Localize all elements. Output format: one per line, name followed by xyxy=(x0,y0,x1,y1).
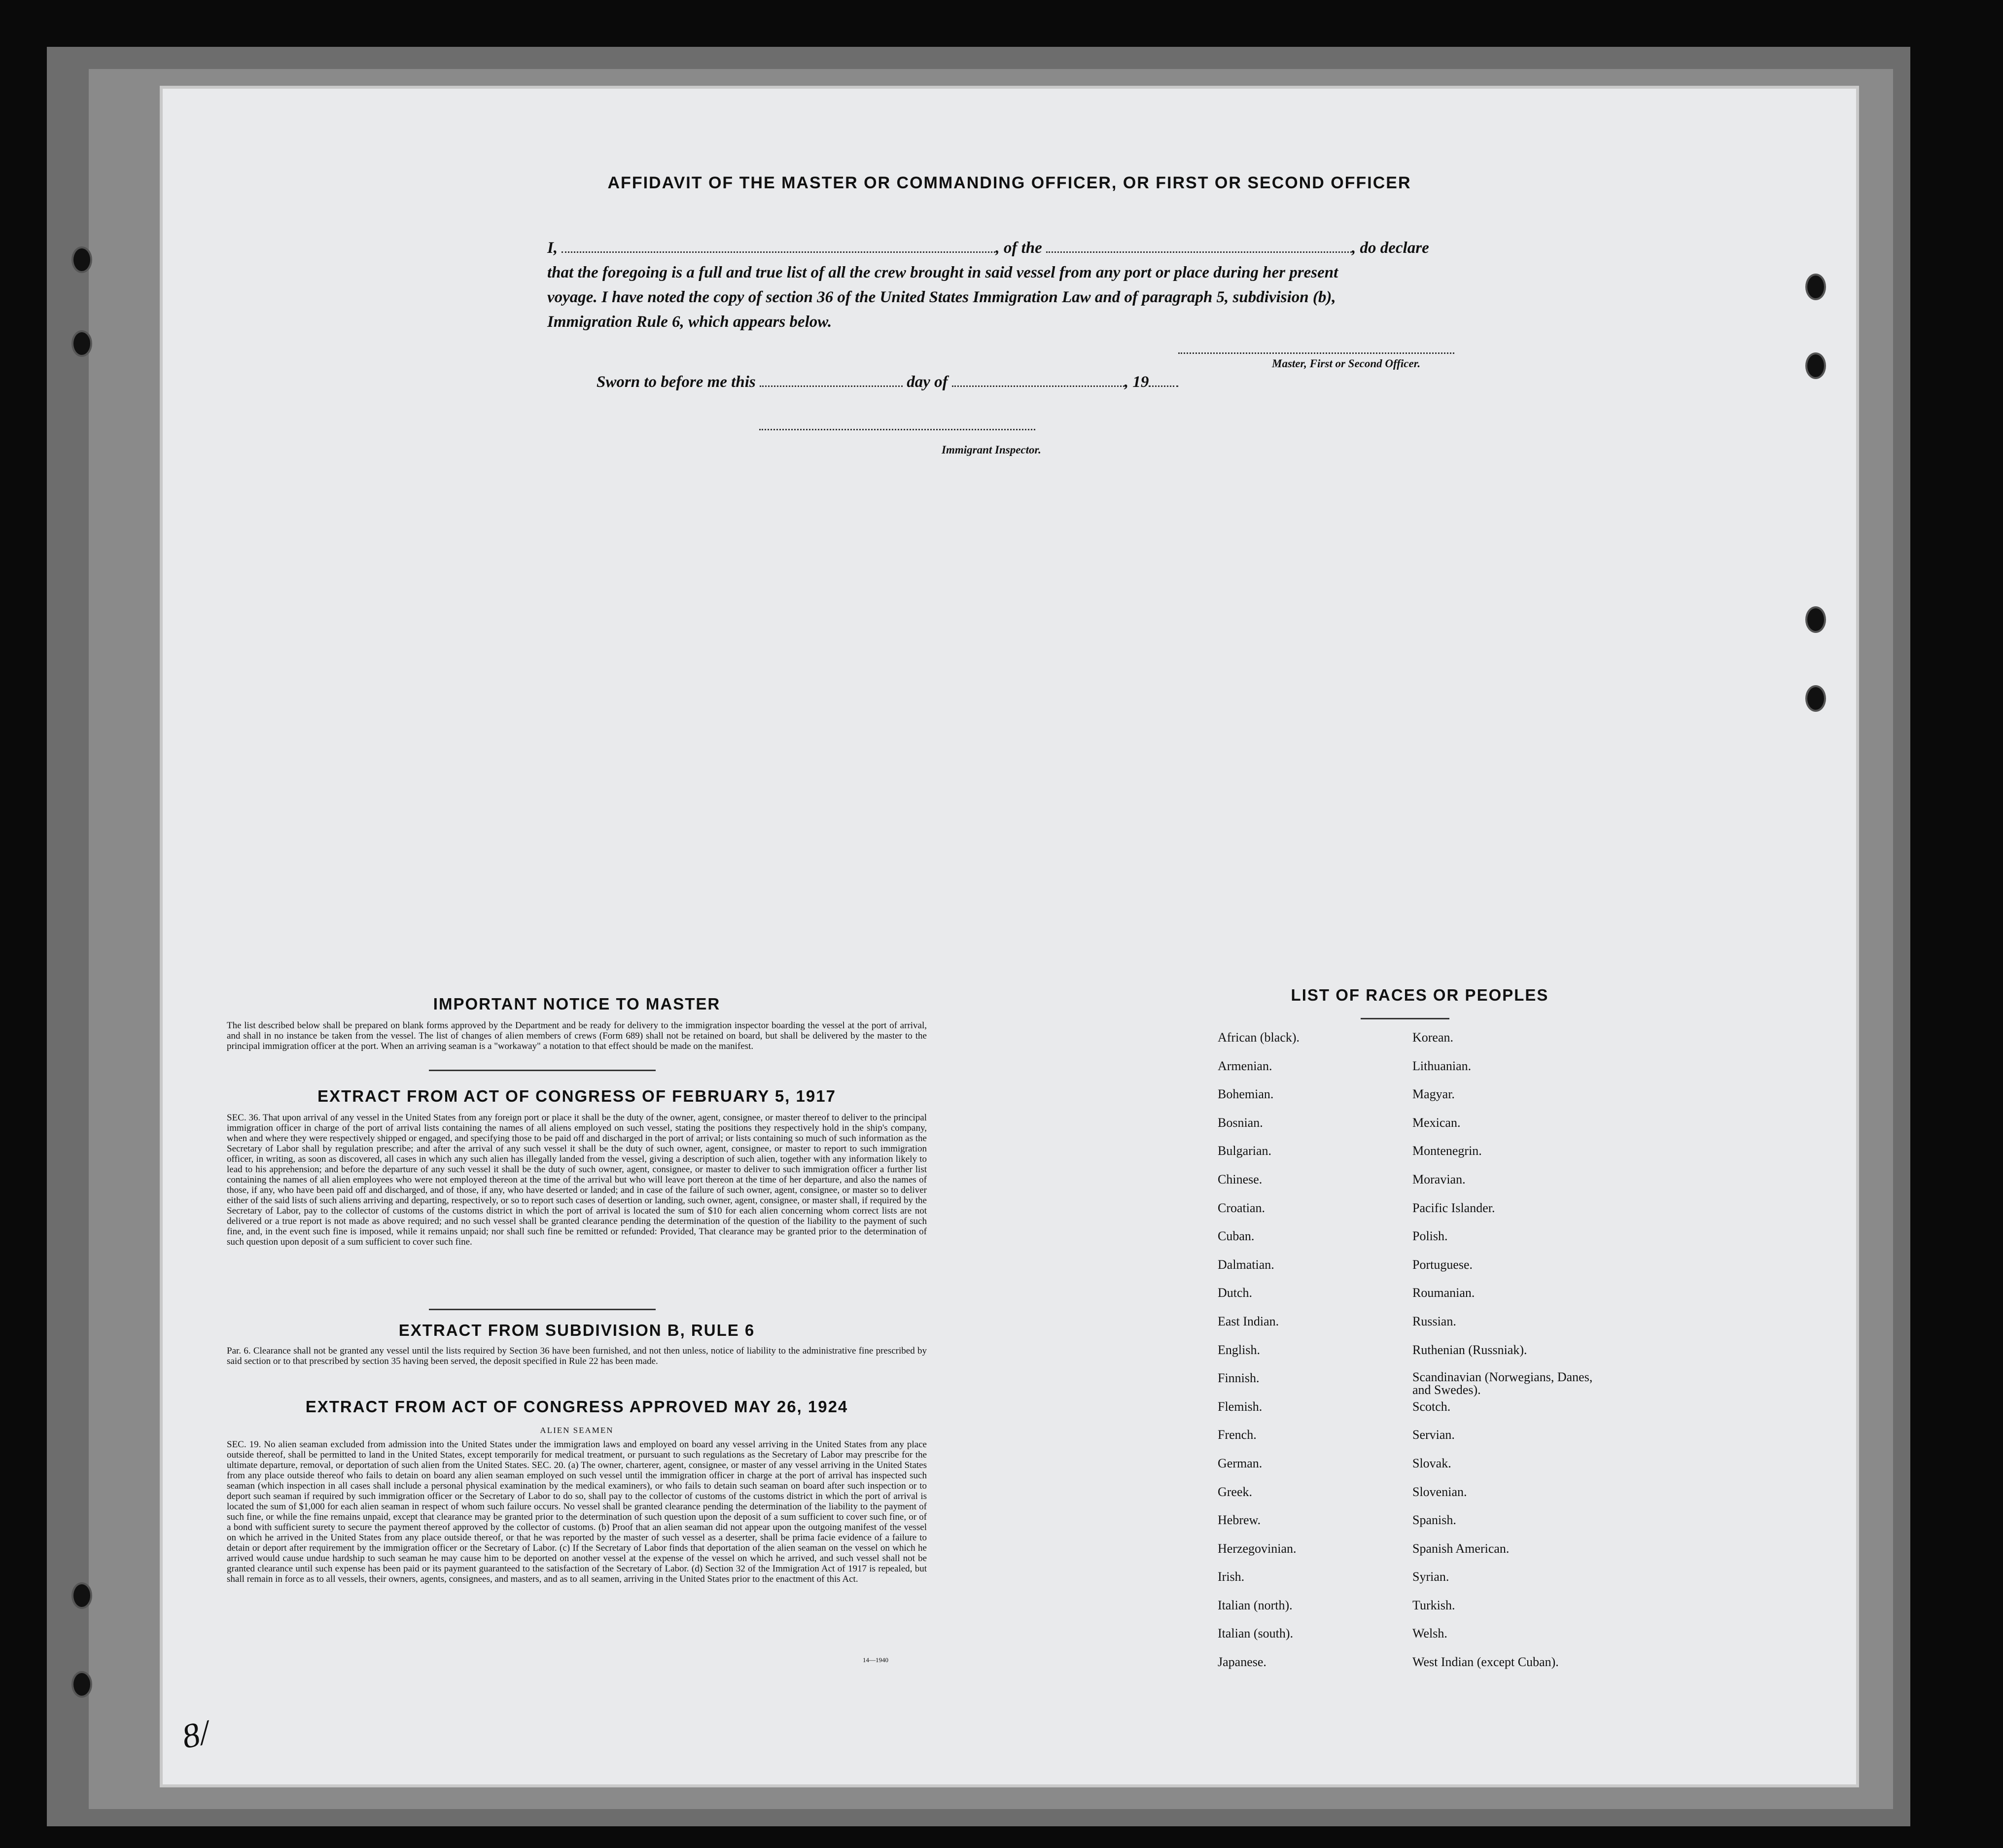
do-declare-label: , do declare xyxy=(1352,239,1429,257)
race-item: Ruthenian (Russniak). xyxy=(1412,1342,1527,1357)
section-rule xyxy=(429,1070,656,1071)
punch-hole xyxy=(71,246,92,273)
punch-hole xyxy=(1805,606,1826,633)
master-signature-label: Master, First or Second Officer. xyxy=(1272,357,1421,370)
race-item: Dutch. xyxy=(1218,1286,1253,1300)
sworn-prefix: Sworn to before me this xyxy=(597,373,756,391)
race-item: Russian. xyxy=(1412,1314,1456,1328)
affidavit-body xyxy=(547,260,1656,334)
race-item: Servian. xyxy=(1412,1428,1455,1442)
manifest-page xyxy=(163,89,1856,1784)
punch-hole xyxy=(1805,274,1826,300)
handwritten-page-number: 8/ xyxy=(178,1713,213,1756)
rule-6-text: Par. 6. Clearance shall not be granted any vessel until the lists required by Section 36 have been furnished, and not then unless, notice of liability to the administrative fine prescribed by said section or to that prescribed by section 35 having been served, the deposit specified in Rule 22 has been made. xyxy=(227,1346,927,1366)
sworn-year-blank[interactable] xyxy=(1149,373,1178,387)
inspector-signature-line[interactable] xyxy=(759,429,1035,430)
race-item: Bosnian. xyxy=(1218,1115,1263,1130)
race-item: Slovak. xyxy=(1412,1456,1451,1470)
punch-hole xyxy=(71,1582,92,1609)
race-item: Lithuanian. xyxy=(1412,1058,1472,1073)
race-item: Italian (south). xyxy=(1218,1626,1294,1641)
affidavit-body-line: that the foregoing is a full and true list of all the crew brought in said vessel from any port or place during her present xyxy=(547,264,1338,281)
race-item: Armenian. xyxy=(1218,1058,1272,1073)
race-item: Pacific Islander. xyxy=(1412,1200,1495,1215)
race-item: Cuban. xyxy=(1218,1229,1255,1244)
race-item: Montenegrin. xyxy=(1412,1144,1482,1158)
race-item: African (black). xyxy=(1218,1030,1300,1045)
race-item: Finnish. xyxy=(1218,1371,1260,1386)
race-item: Bulgarian. xyxy=(1218,1144,1272,1158)
race-item: Korean. xyxy=(1412,1030,1454,1045)
race-item: Bohemian. xyxy=(1218,1087,1274,1102)
punch-hole xyxy=(1805,685,1826,712)
notice-title: IMPORTANT NOTICE TO MASTER xyxy=(433,995,721,1013)
inspector-label: Immigrant Inspector. xyxy=(942,444,1041,456)
affidavit-title: AFFIDAVIT OF THE MASTER OR COMMANDING OFFICER, OR FIRST OR SECOND OFFICER xyxy=(607,174,1411,192)
race-item: French. xyxy=(1218,1428,1257,1442)
race-item: Portuguese. xyxy=(1412,1257,1473,1272)
race-item: Flemish. xyxy=(1218,1399,1263,1414)
of-the-label: , of the xyxy=(995,239,1042,257)
race-item: Scandinavian (Norwegians, Danes, and Swedes). xyxy=(1412,1370,1593,1397)
notice-text: The list described below shall be prepared on blank forms approved by the Department and be ready for delivery to the immigration inspector boarding the vessel at the port of arrival, and shall in no instance be taken from the vessel. The list of changes of alien members of crews (Form 689) shall not be retained on board, but shall be delivered by the master to the principal immigration officer at the port. When an arriving seaman is a "workaway" a notation to that effect should be made on the manifest. xyxy=(227,1020,927,1051)
race-item: Roumanian. xyxy=(1412,1286,1475,1300)
sworn-day-blank[interactable] xyxy=(760,373,903,387)
year-prefix: , 19 xyxy=(1124,373,1149,391)
race-item: Scotch. xyxy=(1412,1399,1451,1414)
race-item: Polish. xyxy=(1412,1229,1448,1244)
races-column-2 xyxy=(1412,1030,1619,1683)
sworn-month-blank[interactable] xyxy=(952,373,1124,387)
race-item: Magyar. xyxy=(1412,1087,1455,1102)
affidavit-body-line: Immigration Rule 6, which appears below. xyxy=(547,313,832,331)
race-item: Greek. xyxy=(1218,1484,1253,1499)
race-item: Croatian. xyxy=(1218,1200,1265,1215)
rule-6-title: EXTRACT FROM SUBDIVISION B, RULE 6 xyxy=(398,1321,755,1339)
race-item: Japanese. xyxy=(1218,1655,1266,1670)
race-item: Slovenian. xyxy=(1412,1484,1467,1499)
affidavit-body-line: voyage. I have noted the copy of section 36 of the United States Immigration Law and of paragraph 5, subdivision (b), xyxy=(547,288,1336,306)
i-label: I, xyxy=(547,239,558,257)
race-item: Turkish. xyxy=(1412,1598,1455,1612)
act-1917-text: SEC. 36. That upon arrival of any vessel in the United States from any foreign port or place it shall be the duty of the owner, agent, consignee, or master thereof to deliver to the principal immigration officer in charge of the port of arrival lists containing the names of all aliens employed on such vessel, stating the positions they respectively hold in the ship's company, when and where they were respectively shipped or engaged, and specifying those to be paid off and discharged in the port of arrival; or lists containing so much of such information as the Secretary of Labor shall by regulation prescribe; and after the arrival of any such vessel it shall be the duty of such owner, agent, consignee, or master to report to such immigration officer, in writing, as soon as discovered, all cases in which any such alien has illegally landed from the vessel, giving a description of such alien, together with any information likely to lead to his apprehension; and before the departure of any such vessel it shall be the duty of such owner, agent, consignee, or master to deliver to such immigration officer a further list containing the names of all alien employees who were not employed thereon at the time of the arrival but who will leave port thereon at the time of her departure, and also the names of those, if any, who have been paid off and discharged, and of those, if any, who have deserted or landed; and in case of the failure of such owner, agent, consignee, or master so to deliver either of the said lists of such aliens arriving and departing, respectively, or so to report such cases of desertion or landing, such owner, agent, consignee, or master shall, if required by the Secretary of Labor, pay to the collector of customs of the customs district in which the port of arrival is located the sum of $10 for each alien concerning whom correct lists are not delivered or a true report is not made as above required; and no such vessel shall be granted clearance pending the determination of the question of the liability to the payment of such fine, and, in the event such fine is imposed, while it remains unpaid; nor shall such fine be remitted or refunded: Provided, That clearance may be granted prior to the determination of such question upon deposit of a sum sufficient to cover such fine. xyxy=(227,1113,927,1247)
punch-hole xyxy=(71,330,92,357)
race-item: West Indian (except Cuban). xyxy=(1412,1655,1559,1670)
sworn-line xyxy=(597,370,1178,394)
races-title: LIST OF RACES OR PEOPLES xyxy=(1291,986,1549,1004)
race-item: Moravian. xyxy=(1412,1172,1466,1186)
race-item: Herzegovinian. xyxy=(1218,1541,1297,1556)
race-item: German. xyxy=(1218,1456,1263,1470)
act-1924-text: SEC. 19. No alien seaman excluded from admission into the United States under the immigration laws and employed on board any vessel arriving in the United States from any place outside thereof, shall be permitted to land in the United States, except temporarily for medical treatment, or pursuant to such regulations as the Secretary of Labor may prescribe for the ultimate departure, removal, or deportation of such alien from the United States. SEC. 20. (a) The owner, charterer, agent, consignee, or master of any vessel arriving in the United States from any place outside thereof who fails to detain on board any alien seaman employed on such vessel until the immigration officer in charge at the port of arrival has inspected such seaman (which inspection in all cases shall include a personal physical examination by the medical examiners), or who fails to detain such seaman on board after such inspection or to deport such seaman if required by such immigration officer or the Secretary of Labor to do so, shall pay to the collector of customs of the customs district in which the port of arrival is located the sum of $1,000 for each alien seaman in respect of whom such failure occurs. No vessel shall be granted clearance pending the determination of the liability to the payment of such fine, or while the fine remains unpaid, except that clearance may be granted prior to the determination of such question upon the deposit of a sum sufficient to cover such fine, or of a bond with sufficient surety to secure the payment thereof approved by the collector of customs. (b) Proof that an alien seaman did not appear upon the outgoing manifest of the vessel on which he arrived in the United States from any place outside thereof, or that he was reported by the master of such vessel as a deserter, shall be prima facie evidence of a failure to detain or deport after requirement by the immigration officer or the Secretary of Labor. (c) If the Secretary of Labor finds that deportation of the alien seaman on the vessel on which he arrived would cause undue hardship to such seaman he may cause him to be deported on another vessel at the expense of the vessel on which he arrived, and such vessel shall not be granted clearance until such expense has been paid or its payment guaranteed to the satisfaction of the Secretary of Labor. (d) Section 32 of the Immigration Act of 1917 is repealed, but shall remain in force as to all vessels, their owners, agents, consignees, and masters, and as to all seamen, arriving in the United States prior to the enactment of this Act. xyxy=(227,1439,927,1584)
race-item: Italian (north). xyxy=(1218,1598,1293,1612)
section-rule xyxy=(429,1309,656,1310)
race-item: Chinese. xyxy=(1218,1172,1263,1186)
race-item: Dalmatian. xyxy=(1218,1257,1274,1272)
race-item: Hebrew. xyxy=(1218,1513,1261,1528)
punch-hole xyxy=(71,1671,92,1698)
position-blank[interactable] xyxy=(1046,239,1352,253)
form-number: 14—1940 xyxy=(863,1656,888,1664)
race-item: Spanish American. xyxy=(1412,1541,1510,1556)
master-signature-line[interactable] xyxy=(1178,352,1454,354)
race-item: Syrian. xyxy=(1412,1569,1449,1584)
act-1924-title: EXTRACT FROM ACT OF CONGRESS APPROVED MAY 26, 1924 xyxy=(305,1397,848,1416)
race-item: Spanish. xyxy=(1412,1513,1456,1528)
race-item: Welsh. xyxy=(1412,1626,1447,1641)
punch-hole xyxy=(1805,352,1826,379)
act-1924-subtitle: ALIEN SEAMEN xyxy=(540,1426,614,1435)
day-of-label: day of xyxy=(907,373,948,391)
race-item: Irish. xyxy=(1218,1569,1245,1584)
affidavit-declaration-line xyxy=(547,236,1652,260)
races-column-1 xyxy=(1218,1030,1405,1683)
act-1917-title: EXTRACT FROM ACT OF CONGRESS OF FEBRUARY 5, 1917 xyxy=(317,1087,836,1105)
race-item: East Indian. xyxy=(1218,1314,1279,1328)
race-item: English. xyxy=(1218,1342,1260,1357)
name-blank[interactable] xyxy=(562,239,995,253)
race-item: Mexican. xyxy=(1412,1115,1461,1130)
races-title-rule xyxy=(1361,1018,1449,1019)
